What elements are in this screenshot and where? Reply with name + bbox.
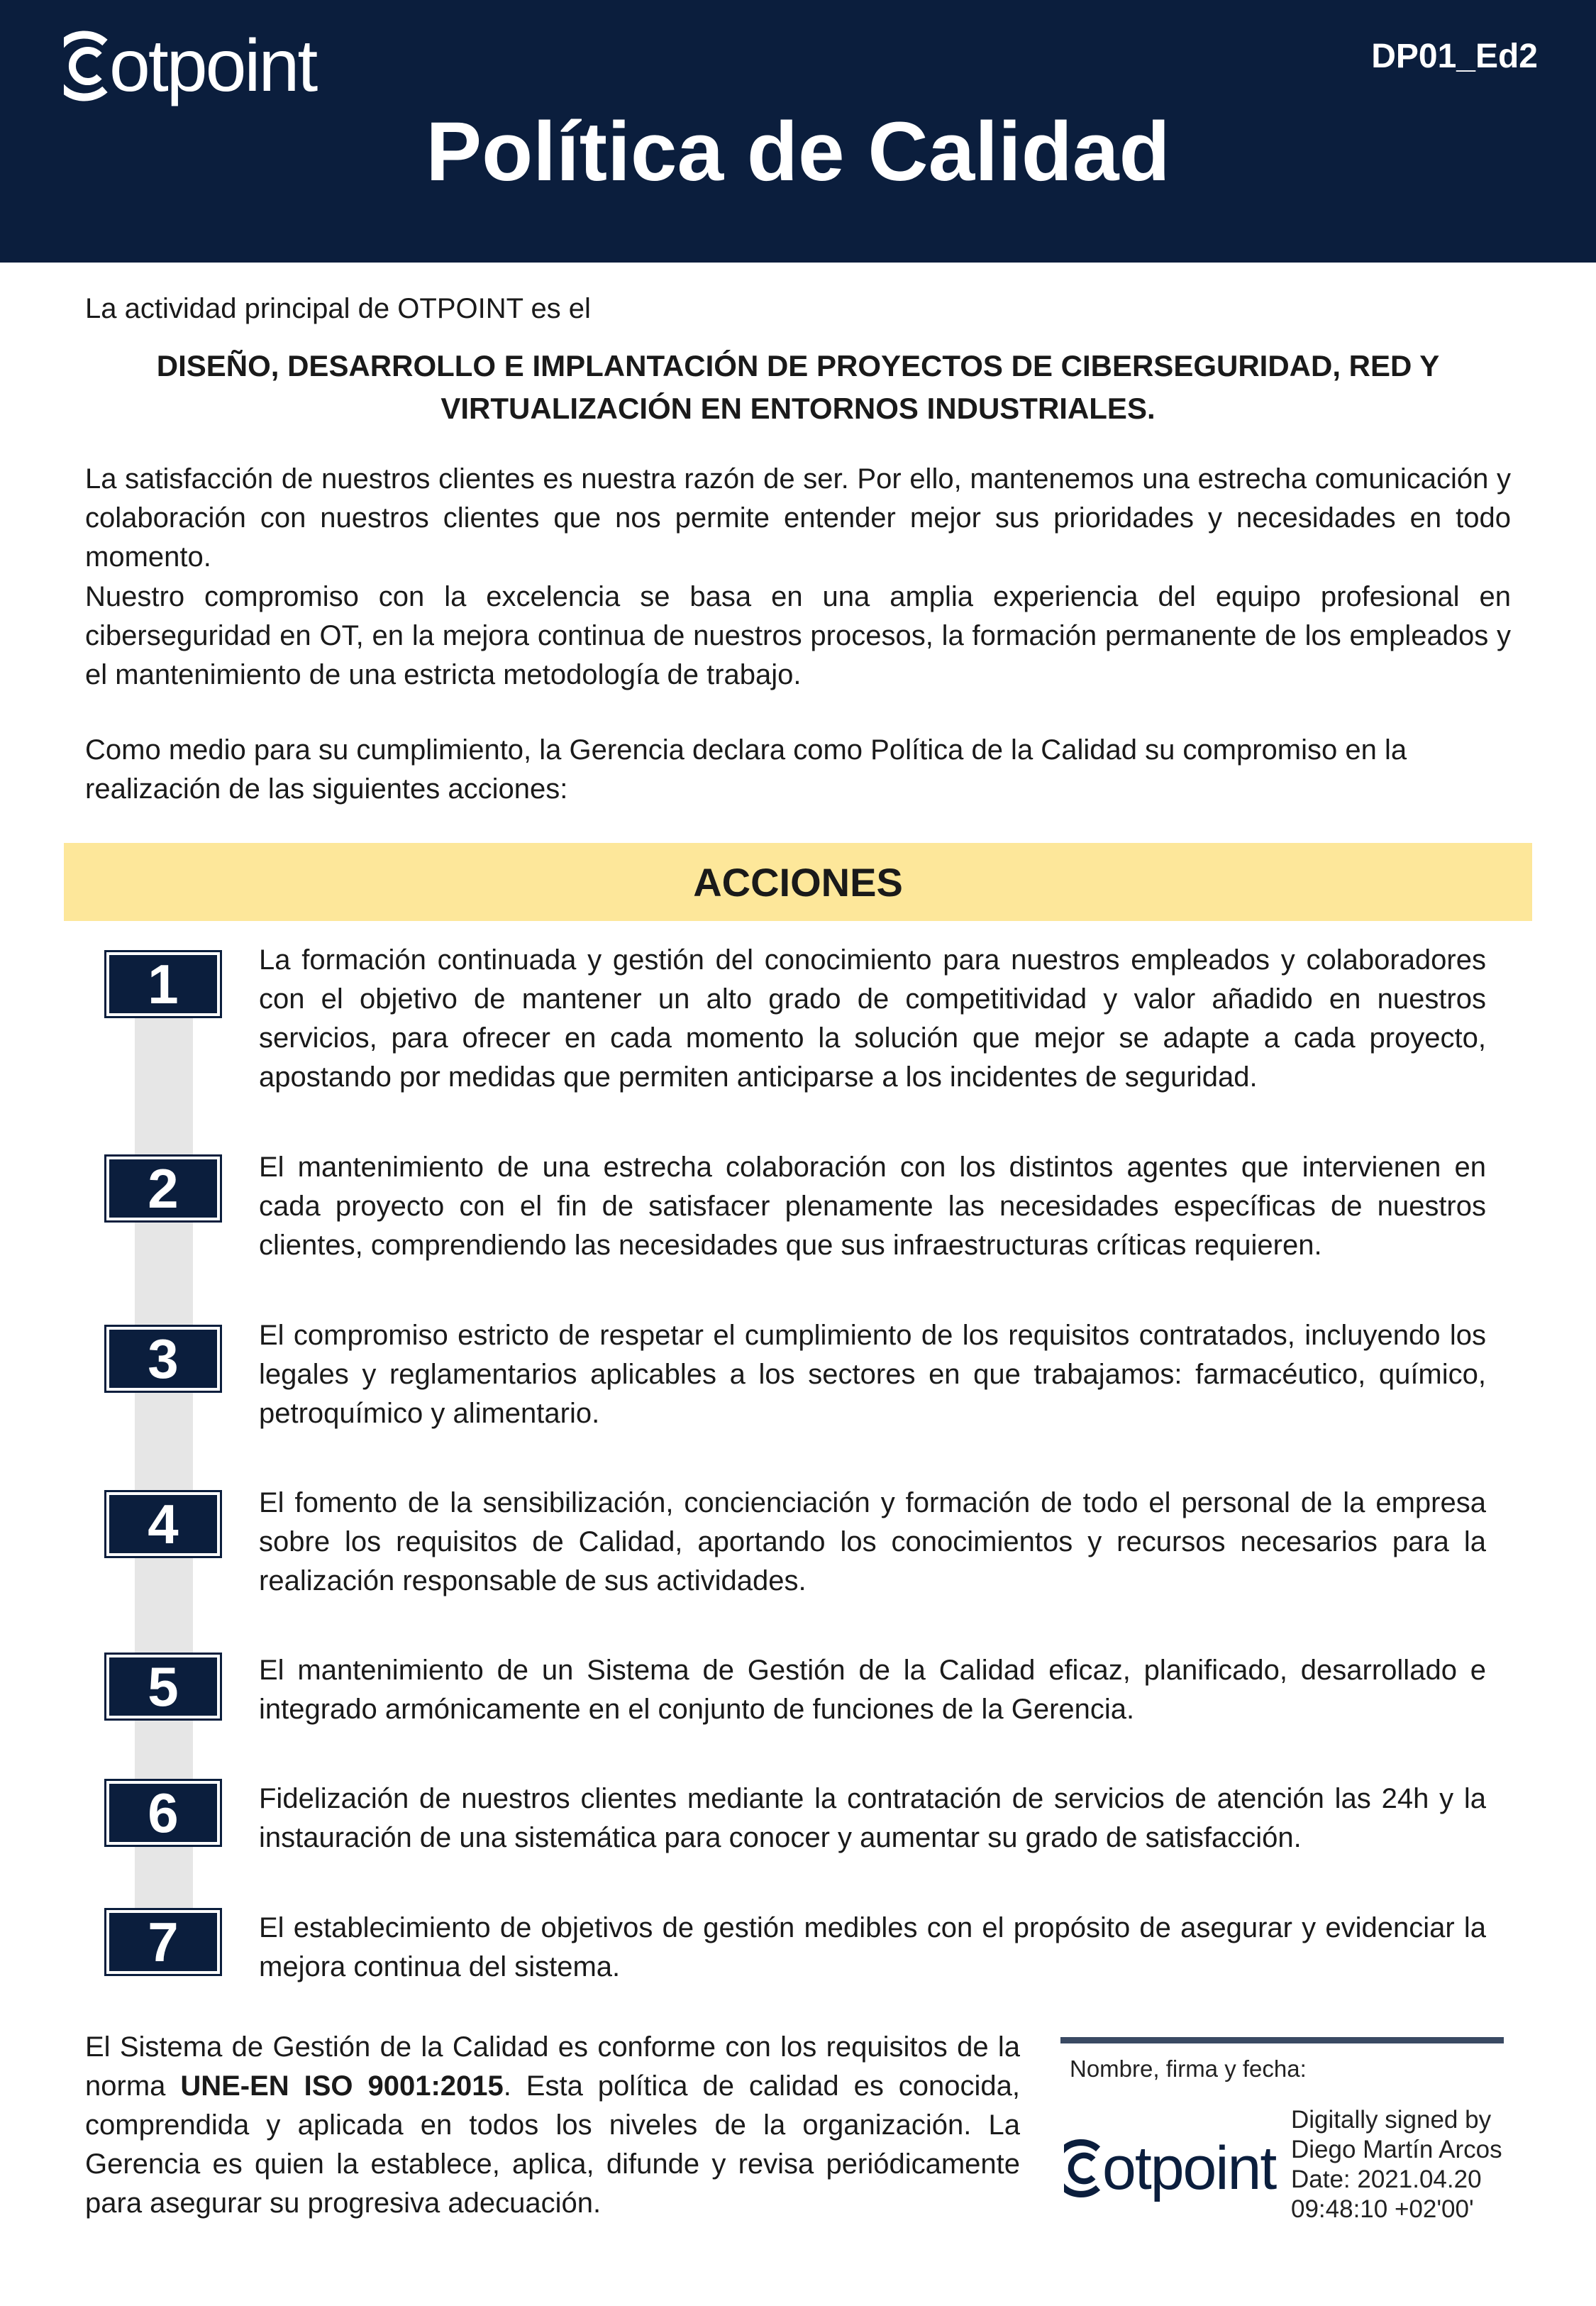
action-text: Fidelización de nuestros clientes mediante la contratación de servicios de atención las 24h y la instauración de una sistemática para conocer y aumentar su grado de satisfacción. bbox=[259, 1783, 1486, 1853]
signer-name: Diego Martín Arcos bbox=[1291, 2136, 1502, 2163]
page-title: Política de Calidad bbox=[426, 105, 1170, 199]
otpoint-logo bbox=[64, 20, 316, 112]
action-number-badge: 5 bbox=[106, 1655, 220, 1719]
otpoint-logo-icon bbox=[64, 27, 113, 105]
intro-paragraph-1: La satisfacción de nuestros clientes es nuestra razón de ser. Por ello, mantenemos una estrecha comunicación y colaboración con nuestros clientes que nos permite entender mejor sus prioridades y necesidades en todo momento. bbox=[85, 463, 1511, 573]
action-number-badge: 7 bbox=[106, 1910, 220, 1974]
intro-lead: La actividad principal de OTPOINT es el bbox=[85, 293, 591, 324]
signed-by: Digitally signed by bbox=[1291, 2106, 1492, 2134]
intro-paragraph-3: Como medio para su cumplimiento, la Gerencia declara como Política de la Calidad su compromiso en la realización de las siguientes acciones: bbox=[85, 734, 1407, 805]
footer-paragraph bbox=[85, 2028, 1020, 2223]
action-number-badge: 4 bbox=[106, 1492, 220, 1556]
headline-line-1: DISEÑO, DESARROLLO E IMPLANTACIÓN DE PROYECTOS DE CIBERSEGURIDAD, RED Y bbox=[156, 349, 1440, 382]
action-number-badge: 3 bbox=[106, 1327, 220, 1391]
action-number-badge: 2 bbox=[106, 1157, 220, 1220]
action-text: El fomento de la sensibilización, concienciación y formación de todo el personal de la empresa sobre los requisitos de Calidad, aportando los conocimientos y recursos necesarios para la realización responsable de sus actividades. bbox=[259, 1487, 1486, 1596]
intro-paragraph-2: Nuestro compromiso con la excelencia se basa en una amplia experiencia del equipo profesional en ciberseguridad en OT, en la mejora continua de nuestros procesos, la formación permanente de los empleados y el mantenimiento de una estricta metodología de trabajo. bbox=[85, 581, 1511, 690]
action-text: El mantenimiento de una estrecha colaboración con los distintos agentes que intervienen en cada proyecto con el fin de satisfacer plenamente las necesidades específicas de nuestros clientes, comprendiendo las necesidades que sus infraestructuras críticas requieren. bbox=[259, 1152, 1486, 1261]
iso-norm: UNE-EN ISO 9001:2015 bbox=[180, 2070, 504, 2102]
action-text: El establecimiento de objetivos de gestión medibles con el propósito de asegurar y evidenciar la mejora continua del sistema. bbox=[259, 1912, 1486, 1982]
digital-signature bbox=[1291, 2105, 1502, 2224]
signature-line bbox=[1060, 2037, 1504, 2043]
acciones-heading: ACCIONES bbox=[693, 859, 903, 905]
signature-logo-icon bbox=[1064, 2136, 1105, 2201]
logo-text: otpoint bbox=[109, 25, 316, 107]
signature-label: Nombre, firma y fecha: bbox=[1070, 2056, 1307, 2082]
footer-text-after: . Esta política de calidad es conocida, comprendida y aplicada en todos los niveles de la organización. La Gerencia es quien la establece, aplica, difunde y revisa periódicamente para asegurar su progresiva adecuación. bbox=[85, 2070, 1021, 2219]
action-text: El mantenimiento de un Sistema de Gestión de la Calidad eficaz, planificado, desarrollado e integrado armónicamente en el conjunto de funciones de la Gerencia. bbox=[259, 1655, 1486, 1725]
action-text: El compromiso estricto de respetar el cumplimiento de los requisitos contratados, incluyendo los legales y reglamentarios aplicables a los sectores en que trabajamos: farmacéutico, químico, petroquímico y alimentario. bbox=[259, 1320, 1486, 1429]
signed-time: 09:48:10 +02'00' bbox=[1291, 2195, 1474, 2223]
action-number-badge: 1 bbox=[106, 952, 220, 1016]
document-code: DP01_Ed2 bbox=[1371, 38, 1538, 75]
signature-logo bbox=[1064, 2136, 1275, 2201]
footer-text-before: El Sistema de Gestión de la Calidad es conforme con los requisitos de la norma bbox=[85, 2031, 1020, 2102]
page-header bbox=[0, 0, 1596, 263]
acciones-header bbox=[64, 843, 1532, 921]
headline-line-2: VIRTUALIZACIÓN EN ENTORNOS INDUSTRIALES. bbox=[440, 392, 1156, 425]
signature-logo-text: otpoint bbox=[1102, 2134, 1276, 2202]
action-text: La formación continuada y gestión del conocimiento para nuestros empleados y colaboradores con el objetivo de mantener un alto grado de competitividad y valor añadido en nuestros servicios, para ofrecer en cada momento la solución que mejor se adapte a cada proyecto, apostando por medidas que permiten anticiparse a los incidentes de seguridad. bbox=[259, 944, 1486, 1093]
activity-headline bbox=[113, 345, 1483, 430]
action-number-badge: 6 bbox=[106, 1781, 220, 1845]
signed-date: Date: 2021.04.20 bbox=[1291, 2166, 1482, 2193]
